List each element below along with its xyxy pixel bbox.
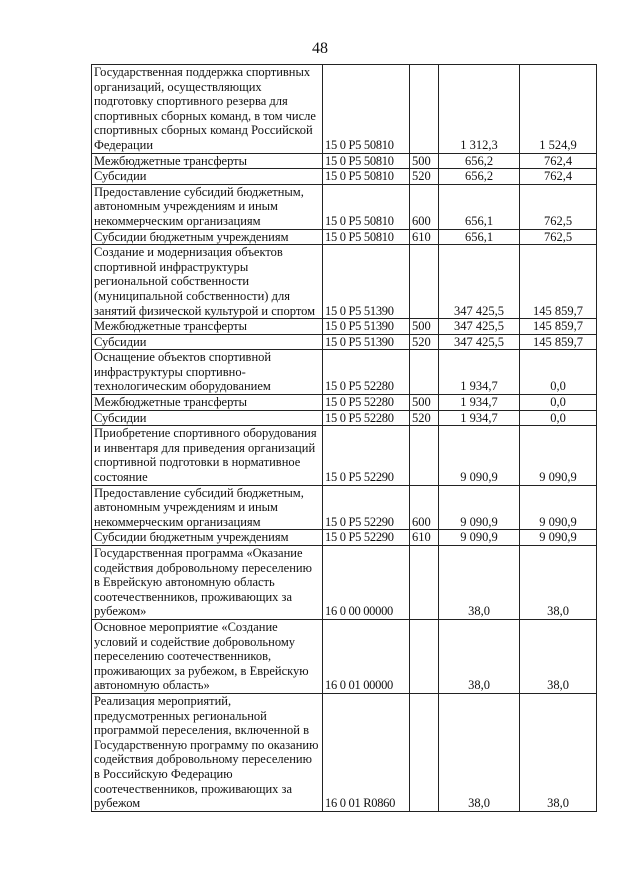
table-row	[92, 426, 597, 485]
row-code-cell: 15 0 P5 50810	[323, 169, 410, 185]
table-row	[92, 229, 597, 245]
row-code-cell: 15 0 P5 52280	[323, 410, 410, 426]
table-row	[92, 65, 597, 154]
row-name-cell: Межбюджетные трансферты	[92, 153, 323, 169]
row-code-cell: 15 0 P5 50810	[323, 184, 410, 229]
row-name-cell: Реализация мероприятий, предусмотренных региональной программой переселения, включенной в Государственную программу по оказанию содействия добровольному переселению в Российскую Федерацию соотечественников, проживающих за рубежом	[92, 693, 323, 811]
row-name-cell: Субсидии	[92, 334, 323, 350]
row-name-cell: Субсидии бюджетным учреждениям	[92, 530, 323, 546]
table-row	[92, 350, 597, 395]
row-code-cell: 15 0 P5 51390	[323, 334, 410, 350]
table-row	[92, 485, 597, 530]
row-code-cell: 15 0 P5 50810	[323, 65, 410, 154]
table-row	[92, 245, 597, 319]
row-code-cell: 15 0 P5 52290	[323, 426, 410, 485]
table-row	[92, 693, 597, 811]
row-vr-cell: 600	[410, 184, 439, 229]
row-value-2020-cell: 38,0	[520, 693, 597, 811]
budget-table	[91, 64, 597, 812]
row-name-cell: Оснащение объектов спортивной инфраструктуры спортивно-технологическим оборудованием	[92, 350, 323, 395]
table-row	[92, 410, 597, 426]
row-code-cell: 16 0 00 00000	[323, 546, 410, 620]
row-value-2019-cell: 38,0	[439, 619, 520, 693]
row-value-2019-cell: 1 934,7	[439, 350, 520, 395]
row-value-2019-cell: 9 090,9	[439, 530, 520, 546]
row-vr-cell: 600	[410, 485, 439, 530]
row-value-2020-cell: 762,5	[520, 229, 597, 245]
table-row	[92, 546, 597, 620]
table-row	[92, 184, 597, 229]
row-name-cell: Субсидии	[92, 410, 323, 426]
row-vr-cell	[410, 546, 439, 620]
row-value-2019-cell: 656,2	[439, 169, 520, 185]
row-value-2020-cell: 0,0	[520, 395, 597, 411]
row-value-2020-cell: 1 524,9	[520, 65, 597, 154]
row-code-cell: 15 0 P5 52280	[323, 395, 410, 411]
row-name-cell: Предоставление субсидий бюджетным, автономным учреждениям и иным некоммерческим организациям	[92, 485, 323, 530]
row-vr-cell: 520	[410, 410, 439, 426]
row-value-2020-cell: 762,4	[520, 169, 597, 185]
row-value-2019-cell: 9 090,9	[439, 485, 520, 530]
row-name-cell: Государственная поддержка спортивных организаций, осуществляющих подготовку спортивного резерва для спортивных сборных команд, в том числе спортивных сборных команд Российской Федерации	[92, 65, 323, 154]
row-value-2019-cell: 656,1	[439, 229, 520, 245]
row-vr-cell: 520	[410, 334, 439, 350]
row-name-cell: Субсидии бюджетным учреждениям	[92, 229, 323, 245]
table-row	[92, 334, 597, 350]
row-name-cell: Межбюджетные трансферты	[92, 395, 323, 411]
row-code-cell: 16 0 01 00000	[323, 619, 410, 693]
row-value-2020-cell: 145 859,7	[520, 245, 597, 319]
row-vr-cell: 500	[410, 319, 439, 335]
row-value-2019-cell: 347 425,5	[439, 334, 520, 350]
row-value-2020-cell: 9 090,9	[520, 530, 597, 546]
row-value-2020-cell: 38,0	[520, 619, 597, 693]
row-code-cell: 15 0 P5 50810	[323, 153, 410, 169]
row-value-2019-cell: 1 934,7	[439, 410, 520, 426]
row-value-2020-cell: 9 090,9	[520, 485, 597, 530]
row-vr-cell	[410, 619, 439, 693]
row-value-2019-cell: 347 425,5	[439, 319, 520, 335]
budget-table-body	[92, 65, 597, 812]
row-value-2020-cell: 0,0	[520, 350, 597, 395]
row-code-cell: 15 0 P5 51390	[323, 245, 410, 319]
row-code-cell: 15 0 P5 51390	[323, 319, 410, 335]
row-value-2019-cell: 656,2	[439, 153, 520, 169]
row-code-cell: 15 0 P5 52280	[323, 350, 410, 395]
row-value-2020-cell: 145 859,7	[520, 334, 597, 350]
row-vr-cell	[410, 350, 439, 395]
table-row	[92, 153, 597, 169]
row-name-cell: Основное мероприятие «Создание условий и содействие добровольному переселению соотечественников, проживающих за рубежом, в Еврейскую автономную область»	[92, 619, 323, 693]
table-row	[92, 530, 597, 546]
row-value-2020-cell: 762,5	[520, 184, 597, 229]
table-row	[92, 619, 597, 693]
row-vr-cell: 500	[410, 395, 439, 411]
row-value-2020-cell: 38,0	[520, 546, 597, 620]
row-vr-cell	[410, 65, 439, 154]
row-vr-cell: 500	[410, 153, 439, 169]
row-value-2019-cell: 38,0	[439, 693, 520, 811]
row-vr-cell	[410, 426, 439, 485]
row-value-2020-cell: 0,0	[520, 410, 597, 426]
row-value-2019-cell: 9 090,9	[439, 426, 520, 485]
row-vr-cell: 520	[410, 169, 439, 185]
table-row	[92, 395, 597, 411]
row-value-2019-cell: 656,1	[439, 184, 520, 229]
row-vr-cell: 610	[410, 530, 439, 546]
row-value-2020-cell: 762,4	[520, 153, 597, 169]
row-vr-cell	[410, 245, 439, 319]
row-name-cell: Межбюджетные трансферты	[92, 319, 323, 335]
row-vr-cell: 610	[410, 229, 439, 245]
row-value-2020-cell: 9 090,9	[520, 426, 597, 485]
row-name-cell: Субсидии	[92, 169, 323, 185]
row-name-cell: Создание и модернизация объектов спортивной инфраструктуры региональной собственности (муниципальной собственности) для занятий физической культурой и спортом	[92, 245, 323, 319]
row-name-cell: Приобретение спортивного оборудования и инвентаря для приведения организаций спортивной подготовки в нормативное состояние	[92, 426, 323, 485]
row-name-cell: Предоставление субсидий бюджетным, автономным учреждениям и иным некоммерческим организациям	[92, 184, 323, 229]
page-number: 48	[312, 40, 328, 57]
row-value-2019-cell: 1 312,3	[439, 65, 520, 154]
row-value-2020-cell: 145 859,7	[520, 319, 597, 335]
row-code-cell: 15 0 P5 52290	[323, 485, 410, 530]
row-code-cell: 16 0 01 R0860	[323, 693, 410, 811]
row-value-2019-cell: 38,0	[439, 546, 520, 620]
row-code-cell: 15 0 P5 50810	[323, 229, 410, 245]
row-vr-cell	[410, 693, 439, 811]
row-code-cell: 15 0 P5 52290	[323, 530, 410, 546]
table-row	[92, 319, 597, 335]
row-value-2019-cell: 1 934,7	[439, 395, 520, 411]
row-name-cell: Государственная программа «Оказание содействия добровольному переселению в Еврейскую автономную область соотечественников, проживающих за рубежом»	[92, 546, 323, 620]
row-value-2019-cell: 347 425,5	[439, 245, 520, 319]
table-row	[92, 169, 597, 185]
